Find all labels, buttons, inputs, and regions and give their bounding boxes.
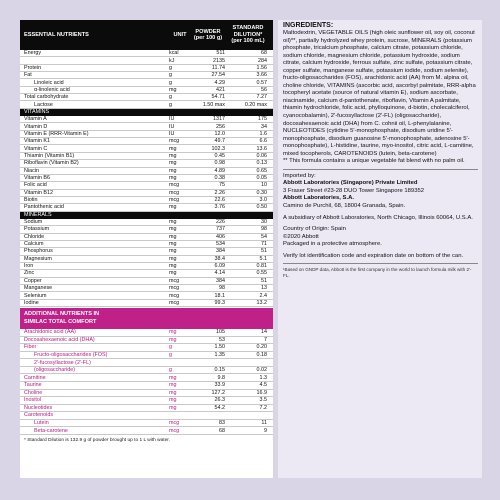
table-row <box>20 367 273 375</box>
powder-value: 0.15 <box>214 367 225 374</box>
table-row <box>20 87 273 94</box>
nutrient-name: Biotin <box>24 197 38 204</box>
table-row <box>20 204 273 211</box>
table-row <box>20 390 273 398</box>
nutrient-unit: IU <box>169 123 175 130</box>
table-row <box>20 168 273 175</box>
nutrient-unit: mg <box>169 86 177 93</box>
header-powder: POWDER (per 100 g) <box>193 28 223 41</box>
powder-value: 4.89 <box>214 167 225 174</box>
nutrient-unit: g <box>169 367 172 374</box>
dilution-value: 14 <box>261 329 267 336</box>
importer-label: Imported by: <box>283 172 316 179</box>
nutrient-name: Nucleotides <box>24 404 53 411</box>
powder-value: 26.3 <box>214 397 225 404</box>
nutrient-name: Calcium <box>24 241 44 248</box>
powder-value: 406 <box>216 233 225 240</box>
powder-value: 49.7 <box>214 138 225 145</box>
table-row <box>20 270 273 277</box>
table-row <box>20 412 273 420</box>
divider-bottom <box>283 263 478 264</box>
powder-value: 22.6 <box>214 197 225 204</box>
nutrient-unit: mg <box>169 204 177 211</box>
nutrient-name: Carnitine <box>24 374 46 381</box>
powder-value: 2135 <box>213 57 225 64</box>
powder-value: 12.0 <box>214 130 225 137</box>
ingredients-panel <box>278 20 482 478</box>
nutrient-unit: mg <box>169 145 177 152</box>
powder-value: 127.2 <box>211 389 225 396</box>
nutrient-name: Lactose <box>34 101 53 108</box>
dilution-value: 68 <box>261 50 267 57</box>
powder-value: 102.3 <box>211 145 225 152</box>
copyright: ©2020 Abbott <box>283 233 319 240</box>
nutrient-name: Docosahexaenoic acid (DHA) <box>24 336 95 343</box>
table-row <box>20 329 273 337</box>
table-row <box>20 160 273 167</box>
powder-value: 54.2 <box>214 404 225 411</box>
nutrient-unit: mcg <box>169 182 180 189</box>
importer-company: Abbott Laboratories (Singapore) Private Limited <box>283 180 418 187</box>
header-nutrients: ESSENTIAL NUTRIENTS <box>24 32 89 38</box>
table-row <box>20 219 273 226</box>
dilution-value: 51 <box>261 277 267 284</box>
nutrient-name: Fiber <box>24 344 37 351</box>
powder-value: 1317 <box>213 116 225 123</box>
table-row <box>20 248 273 255</box>
dilution-value: 7.27 <box>256 94 267 101</box>
dilution-value: 0.55 <box>256 270 267 277</box>
dilution-value: 3.5 <box>259 397 267 404</box>
table-row <box>20 374 273 382</box>
nutrient-unit: mcg <box>169 292 180 299</box>
nutrient-name: Folic acid <box>24 182 47 189</box>
table-row <box>20 153 273 160</box>
dilution-value: 175 <box>258 116 267 123</box>
divider <box>283 169 478 170</box>
dilution-value: 4.5 <box>259 382 267 389</box>
nutrient-unit: g <box>169 79 172 86</box>
table-row <box>20 300 273 307</box>
table-row <box>20 359 273 367</box>
nutrient-name: Energy <box>24 50 42 57</box>
manufacturer-subsidiary: A subsidiary of Abbott Laboratories, North Chicago, Illinois 60064, U.S.A. <box>283 214 473 221</box>
table-row <box>20 101 273 108</box>
nutrient-name: Magnesium <box>24 255 52 262</box>
dilution-value: 1.3 <box>259 374 267 381</box>
powder-value: 0.98 <box>214 160 225 167</box>
table-row <box>20 197 273 204</box>
nutrient-unit: mg <box>169 382 177 389</box>
table-row <box>20 131 273 138</box>
dilution-value: 30 <box>261 219 267 226</box>
powder-value: 2.26 <box>214 189 225 196</box>
table-row <box>20 65 273 72</box>
nutrient-unit: mcg <box>169 189 180 196</box>
main-nutrient-rows <box>20 50 273 109</box>
dilution-value: 1.6 <box>259 130 267 137</box>
table-row <box>20 352 273 360</box>
powder-value: 1.35 <box>214 352 225 359</box>
table-row <box>20 278 273 285</box>
table-row <box>20 175 273 182</box>
nutrient-name: Fructo-oligosaccharides (FOS) <box>34 352 108 359</box>
nutrient-name: (oligosaccharide) <box>34 367 76 374</box>
powder-value: 1.50 max <box>202 101 225 108</box>
dilution-value: 0.20 max <box>244 101 267 108</box>
nutrient-name: Beta-carotene <box>34 427 68 434</box>
nutrient-unit: mg <box>169 167 177 174</box>
table-row <box>20 397 273 405</box>
nutrient-unit: mg <box>169 329 177 336</box>
nutrient-unit: mcg <box>169 285 180 292</box>
dilution-value: 0.05 <box>256 175 267 182</box>
nutrient-name: Choline <box>24 389 43 396</box>
powder-value: 27.54 <box>211 72 225 79</box>
powder-value: 534 <box>216 241 225 248</box>
powder-value: 737 <box>216 226 225 233</box>
nutrient-unit: mg <box>169 404 177 411</box>
table-row <box>20 57 273 64</box>
nutrient-unit: IU <box>169 116 175 123</box>
powder-value: 511 <box>216 50 225 57</box>
dilution-value: 0.13 <box>256 160 267 167</box>
mineral-rows <box>20 219 273 307</box>
dilution-value: 0.18 <box>256 352 267 359</box>
nutrient-name: Vitamin D <box>24 123 48 130</box>
powder-value: 226 <box>216 219 225 226</box>
powder-value: 9.8 <box>217 374 225 381</box>
dilution-value: 0.50 <box>256 204 267 211</box>
dilution-value: 54 <box>261 233 267 240</box>
powder-value: 33.9 <box>214 382 225 389</box>
dilution-value: 16.9 <box>256 389 267 396</box>
table-row <box>20 344 273 352</box>
dilution-value: 71 <box>261 241 267 248</box>
importer-address: 3 Fraser Street #23-28 DUO Tower Singapore 189352 <box>283 187 425 194</box>
table-row <box>20 123 273 130</box>
nutrient-name: Phosphorus <box>24 248 53 255</box>
nutrient-name: Protein <box>24 64 42 71</box>
dilution-footnote: * Standard Dilution is 132.9 g of powder brought up to 1 L with water. <box>24 437 170 443</box>
dilution-value: 98 <box>261 226 267 233</box>
nutrient-name: Sodium <box>24 219 43 226</box>
powder-value: 68 <box>219 427 225 434</box>
powder-value: 421 <box>216 86 225 93</box>
nutrition-table <box>20 20 273 478</box>
nutrient-unit: g <box>169 344 172 351</box>
nutrient-unit: mg <box>169 219 177 226</box>
powder-value: 18.1 <box>214 292 225 299</box>
nutrient-unit: mg <box>169 233 177 240</box>
table-header <box>20 20 273 50</box>
nutrient-unit: g <box>169 101 172 108</box>
verify-note: Verify lot identification code and expiration date on bottom of the can. <box>283 252 464 259</box>
nutrient-name: Vitamin B6 <box>24 175 50 182</box>
nutrient-unit: kJ <box>169 57 175 64</box>
table-row <box>20 256 273 263</box>
dilution-value: 2.4 <box>259 292 267 299</box>
nutrient-unit: mg <box>169 255 177 262</box>
nutrient-name: Iron <box>24 263 34 270</box>
nutrient-unit: mg <box>169 397 177 404</box>
powder-value: 256 <box>216 123 225 130</box>
table-row <box>20 145 273 152</box>
nutrient-unit: g <box>169 94 172 101</box>
nutrient-unit: g <box>169 352 172 359</box>
nutrient-unit: g <box>169 72 172 79</box>
vitamin-rows <box>20 116 273 211</box>
powder-value: 3.76 <box>214 204 225 211</box>
dilution-value: 5.1 <box>259 255 267 262</box>
nutrient-name: Zinc <box>24 270 35 277</box>
nutrient-name: Vitamin A <box>24 116 47 123</box>
table-row <box>20 50 273 57</box>
nutrient-name: Manganese <box>24 285 53 292</box>
header-dilution: STANDARD DILUTION* (per 100 mL) <box>231 25 265 45</box>
nutrient-name: Selenium <box>24 292 47 299</box>
table-row <box>20 72 273 79</box>
powder-value: 11.74 <box>211 64 225 71</box>
nutrient-unit: mg <box>169 241 177 248</box>
dilution-value: 0.06 <box>256 152 267 159</box>
nutrient-name: Vitamin C <box>24 145 48 152</box>
table-row <box>20 337 273 345</box>
additional-nutrient-rows <box>20 329 273 435</box>
powder-value: 384 <box>216 277 225 284</box>
vitamins-section-header: VITAMINS <box>20 109 273 116</box>
nutrient-name: Inositol <box>24 397 42 404</box>
nutrient-unit: mg <box>169 336 177 343</box>
table-row <box>20 427 273 435</box>
nutrient-name: Vitamin K1 <box>24 138 50 145</box>
dilution-value: 0.57 <box>256 79 267 86</box>
dilution-value: 51 <box>261 248 267 255</box>
ingredients-title: INGREDIENTS: <box>283 22 334 29</box>
nutrient-name: Fat <box>24 72 32 79</box>
nutrient-unit: mg <box>169 248 177 255</box>
palm-oil-note: ** This formula contains a unique vegetable fat blend with no palm oil. <box>283 158 465 165</box>
table-row <box>20 241 273 248</box>
nutrient-unit: mcg <box>169 138 180 145</box>
nutrient-name: Lutein <box>34 419 49 426</box>
table-row <box>20 94 273 101</box>
table-row <box>20 79 273 86</box>
nutrient-name: Carotenoids <box>24 412 54 419</box>
dilution-value: 284 <box>258 57 267 64</box>
minerals-section-header: MINERALS <box>20 212 273 219</box>
dilution-value: 9 <box>264 427 267 434</box>
powder-value: 4.14 <box>214 270 225 277</box>
dilution-value: 11 <box>261 419 267 426</box>
nutrient-name: Niacin <box>24 167 39 174</box>
powder-value: 99.3 <box>214 299 225 306</box>
nutrient-name: Arachidonic acid (AA) <box>24 329 76 336</box>
powder-value: 75 <box>219 182 225 189</box>
powder-value: 0.38 <box>214 175 225 182</box>
country-of-origin: Country of Origin: Spain <box>283 226 346 233</box>
dilution-value: 56 <box>261 86 267 93</box>
powder-value: 53 <box>219 336 225 343</box>
powder-value: 4.29 <box>214 79 225 86</box>
powder-value: 83 <box>219 419 225 426</box>
nutrient-name: Riboflavin (Vitamin B2) <box>24 160 79 167</box>
nutrient-unit: mg <box>169 374 177 381</box>
powder-value: 0.45 <box>214 152 225 159</box>
table-row <box>20 420 273 428</box>
nutrient-unit: mg <box>169 226 177 233</box>
nutrient-unit: mg <box>169 389 177 396</box>
table-row <box>20 116 273 123</box>
dilution-value: 13.2 <box>256 299 267 306</box>
ingredients-text: Maltodextrin, VEGETABLE OILS (high oleic sunflower oil, soy oil, coconut oil)**, partially hydrolyzed whey protein, sucrose, MINERALS (potassium phosphate, tricalcium phosphate, calcium citrate, potassium chloride, sodium chloride, magnesium chloride, potassium hydroxide, sodium citrate, calcium hydroxide, ferrous sulfate, zinc sulfate, potassium citrate, copper sulfate, manganese sulfate, potassium iodide, sodium selenite), fructo-oligosaccharides (FOS), arachidonic acid (AA) from M. alpina oil, choline chloride, VITAMINS (ascorbic acid, ascorbyl palmitate, RRR-alpha tocopheryl acetate (source of natural vitamin E), sodium ascorbate, niacinamide, calcium d-pantothenate, riboflavin, Vitamin A palmitate, thiamin hydrochloride, folic acid, phylloquinone, d-biotin, cholecalciferol, cyanocobalamin), 2'-fucosyllactose (2'-FL) (oligosaccharide), docosahexaenoic acid (DHA) from C. cohnii oil, L-phenylalanine, NUCLEOTIDES (cytidine 5'-monophosphate, disodium uridine 5'-monophosphate, disodium guanosine 5'-monophosphate, adenosine 5'-monophosphate), L-histidine, taurine, myo-inositol, citric acid, L-carnitine, mixed tocopherols, CAROTENOIDS (lutein, beta-carotene) <box>283 30 476 157</box>
nutrient-unit: mcg <box>169 427 180 434</box>
header-unit: UNIT <box>173 32 187 38</box>
nutrient-unit: mg <box>169 270 177 277</box>
dilution-value: 6.6 <box>259 138 267 145</box>
powder-value: 105 <box>216 329 225 336</box>
dilution-value: 3.0 <box>259 197 267 204</box>
nutrient-name: 2'-fucosyllactose (2'-FL) <box>34 359 91 366</box>
dilution-value: 0.30 <box>256 189 267 196</box>
powder-value: 384 <box>216 248 225 255</box>
gndp-note: ¹Based on GNDP data, Abbott is the first company in the world to launch formula milk with 2'-FL. <box>283 267 472 279</box>
table-row <box>20 263 273 270</box>
nutrient-unit: mg <box>169 263 177 270</box>
nutrient-name: Chloride <box>24 233 45 240</box>
manufacturer-address: Camino de Purchil, 68, 18004 Granada, Spain. <box>283 203 406 210</box>
additional-nutrients-header: ADDITIONAL NUTRIENTS IN SIMILAC TOTAL COMFORT <box>20 308 273 329</box>
nutrient-unit: IU <box>169 130 175 137</box>
nutrient-name: Total carbohydrate <box>24 94 69 101</box>
dilution-value: 1.56 <box>256 64 267 71</box>
table-row <box>20 138 273 145</box>
nutrient-name: Vitamin B12 <box>24 189 53 196</box>
nutrient-unit: kcal <box>169 50 179 57</box>
dilution-value: 0.20 <box>256 344 267 351</box>
dilution-value: 3.66 <box>256 72 267 79</box>
nutrient-unit: mcg <box>169 277 180 284</box>
nutrient-name: α-linolenic acid <box>34 86 70 93</box>
powder-value: 38.4 <box>214 255 225 262</box>
dilution-value: 7.2 <box>259 404 267 411</box>
nutrient-name: Iodine <box>24 299 39 306</box>
nutrient-unit: mcg <box>169 419 180 426</box>
powder-value: 98 <box>219 285 225 292</box>
packaged-note: Packaged in a protective atmosphere. <box>283 241 382 248</box>
powder-value: 1.50 <box>214 344 225 351</box>
table-row <box>20 234 273 241</box>
manufacturer-company: Abbott Laboratories, S.A. <box>283 195 355 202</box>
powder-value: 6.09 <box>214 263 225 270</box>
table-row <box>20 182 273 189</box>
table-row <box>20 285 273 292</box>
nutrient-name: Linoleic acid <box>34 79 64 86</box>
dilution-value: 34 <box>261 123 267 130</box>
nutrient-unit: mcg <box>169 197 180 204</box>
nutrient-unit: g <box>169 64 172 71</box>
dilution-value: 0.81 <box>256 263 267 270</box>
dilution-value: 0.65 <box>256 167 267 174</box>
nutrient-name: Potassium <box>24 226 50 233</box>
table-row <box>20 190 273 197</box>
nutrient-name: Taurine <box>24 382 42 389</box>
nutrient-unit: mcg <box>169 299 180 306</box>
dilution-value: 13.6 <box>256 145 267 152</box>
nutrient-name: Pantothenic acid <box>24 204 64 211</box>
nutrient-name: Vitamin E (RRR-Vitamin E) <box>24 130 89 137</box>
nutrient-unit: mg <box>169 152 177 159</box>
table-row <box>20 382 273 390</box>
dilution-value: 13 <box>261 285 267 292</box>
dilution-value: 7 <box>264 336 267 343</box>
dilution-value: 0.02 <box>256 367 267 374</box>
table-row <box>20 405 273 413</box>
nutrient-name: Copper <box>24 277 42 284</box>
powder-value: 54.71 <box>211 94 225 101</box>
nutrient-unit: mg <box>169 160 177 167</box>
dilution-value: 10 <box>261 182 267 189</box>
nutrient-name: Thiamin (Vitamin B1) <box>24 152 75 159</box>
nutrient-unit: mg <box>169 175 177 182</box>
table-row <box>20 226 273 233</box>
table-row <box>20 292 273 299</box>
